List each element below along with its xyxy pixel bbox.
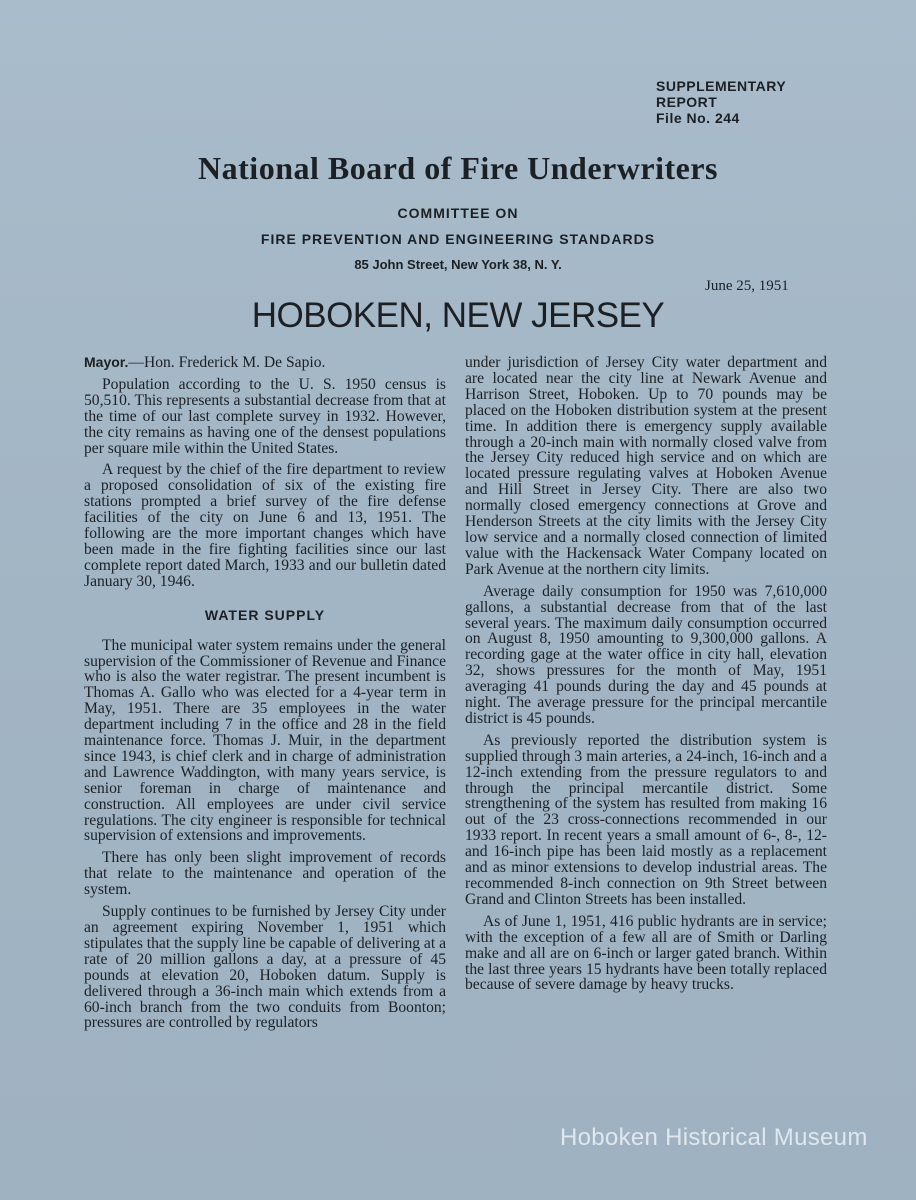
supp-line-3: File No. 244 bbox=[656, 110, 740, 126]
organization-title: National Board of Fire Underwriters bbox=[198, 150, 718, 186]
section-heading: WATER SUPPLY bbox=[204, 606, 326, 623]
paragraph: The municipal water system remains under the general supervision of the Commissioner of Revenue and Finance who is also the water registrar. The present incumbent is Thomas A. Gallo who was elected for a 4-year term in May, 1951. There are 35 employees in the water department including 7 in the office and 28 in the field maintenance force. Thomas J. Muir, in the department since 1943, is chief clerk and in charge of administration and Lawrence Waddington, with many years service, is senior foreman in charge of maintenance and construction. All employees are under civil service regulations. The city engineer is responsible for technical supervision of extensions and improvements. bbox=[84, 636, 446, 845]
city-title: HOBOKEN, NEW JERSEY bbox=[251, 296, 665, 335]
left-column bbox=[84, 355, 446, 1037]
paragraph: Supply continues to be furnished by Jersey City under an agreement expiring November 1, 1951 which stipulates that the supply line be capable of delivering at a rate of 20 million gallons a day, at a pressure of 45 pounds at elevation 20, Hoboken datum. Supply is delivered through a 36-inch main which extends from a 60-inch branch from the two conduits from Boonton; pressures are controlled by regulators bbox=[84, 903, 447, 1032]
right-column bbox=[465, 355, 827, 999]
committee-line-2: FIRE PREVENTION AND ENGINEERING STANDARDS bbox=[260, 231, 656, 247]
paragraph: A request by the chief of the fire department to review a proposed consolidation of six of the existing fire stations prompted a brief survey of the fire defense facilities of the city on June 6 and 13, 1951. The following are the more important changes which have been made in the fire fighting facilities since our last complete report dated March, 1933 and our bulletin dated January 30, 1946. bbox=[84, 461, 446, 590]
report-date: June 25, 1951 bbox=[705, 278, 789, 294]
museum-watermark: Hoboken Historical Museum bbox=[560, 1124, 868, 1151]
supp-line-1: SUPPLEMENTARY bbox=[656, 78, 787, 94]
paragraph: There has only been slight improvement of records that relate to the maintenance and operation of the system. bbox=[84, 849, 446, 899]
supp-line-2: REPORT bbox=[656, 94, 718, 110]
paragraph: As of June 1, 1951, 416 public hydrants are in service; with the exception of a few all are of Smith or Darling make and all are on 6-inch or larger gated branch. Within the last three years 15 hydrants have been totally replaced because of severe damage by heavy trucks. bbox=[465, 912, 827, 994]
committee-line-1: COMMITTEE ON bbox=[397, 205, 519, 221]
mayor-line bbox=[84, 355, 446, 371]
mayor-label: Mayor. bbox=[84, 354, 129, 370]
paragraph: under jurisdiction of Jersey City water department and are located near the city line at Newark Avenue and Harrison Street, Hoboken. Up to 70 pounds may be placed on the Hoboken distribution system at the present time. In addition there is emergency supply available through a 20-inch main with normally closed valve from the Jersey City reduced high service and on which are located pressure regulating valves at Hoboken Avenue and Hill Street in Jersey City. There are also two normally closed emergency connections at Grove and Henderson Streets at the city limits with the Jersey City low service and a normally closed connection of limited value with the Hackensack Water Company located on Park Avenue at the northern city limits. bbox=[465, 354, 827, 578]
paragraph: Population according to the U. S. 1950 census is 50,510. This represents a substantial decrease from that at the time of our last complete survey in 1932. However, the city remains as having one of the densest populations per square mile within the United States. bbox=[84, 375, 446, 457]
supplementary-report-label bbox=[656, 78, 786, 126]
mayor-name: —Hon. Frederick M. De Sapio. bbox=[128, 354, 326, 371]
paragraph: As previously reported the distribution system is supplied through 3 main arteries, a 24-inch, 16-inch and a 12-inch extending from the pressure regulators to and through the principal mercantile district. Some strengthening of the system has resulted from making 16 out of the 23 cross-connections recommended in our 1933 report. In recent years a small amount of 6-, 8-, 12- and 16-inch pipe has been laid mostly as a replacement and as minor extensions to develop industrial areas. The recommended 8-inch connection on 9th Street between Grand and Clinton Streets has been installed. bbox=[465, 731, 827, 908]
paragraph: Average daily consumption for 1950 was 7,610,000 gallons, a substantial decrease from that of the last several years. The maximum daily consumption occurred on August 8, 1950 amounting to 9,300,000 gallons. A recording gage at the water office in city hall, elevation 32, shows pressures for the month of May, 1951 averaging 41 pounds during the day and 45 pounds at night. The average pressure for the principal mercantile district is 45 pounds. bbox=[465, 582, 827, 727]
address: 85 John Street, New York 38, N. Y. bbox=[354, 257, 562, 272]
